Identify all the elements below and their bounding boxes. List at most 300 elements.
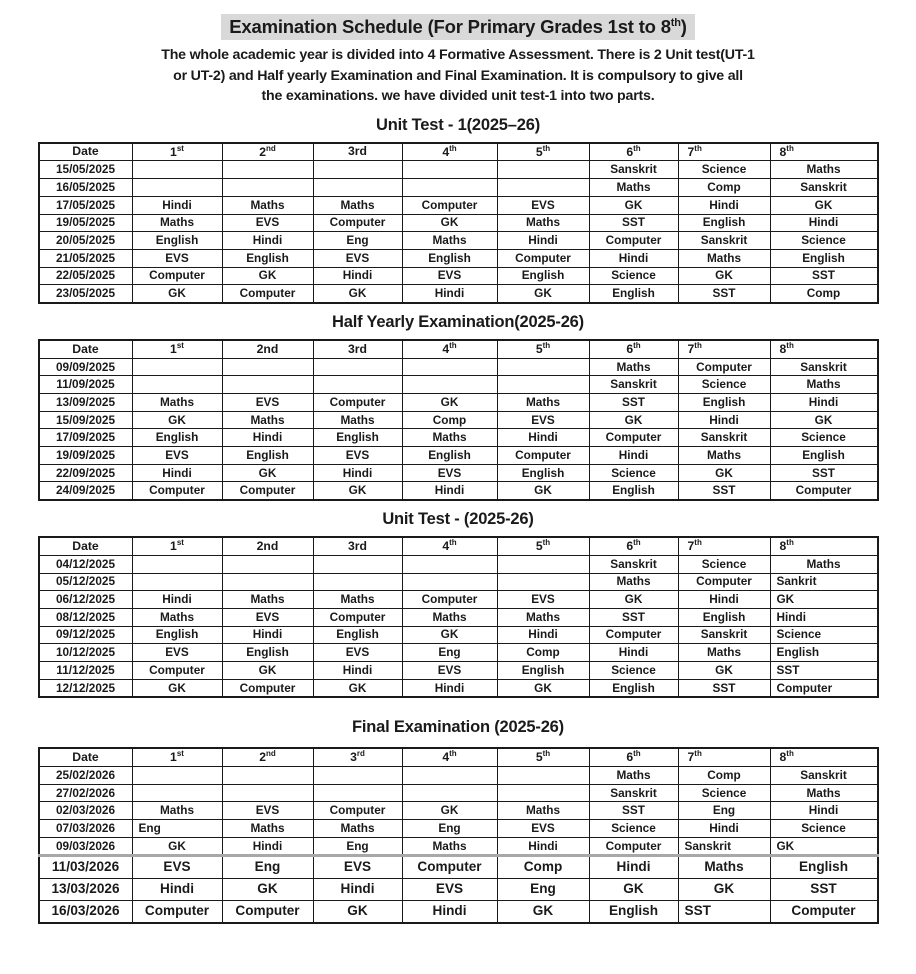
empty-cell [402,358,497,376]
table-row [39,482,878,500]
column-header: 2nd [222,143,313,161]
empty-cell [222,161,313,179]
table-row [39,591,878,609]
subject-cell: GK [402,394,497,412]
subject-cell: Science [678,555,770,573]
subject-cell: Sanskrit [589,555,678,573]
subject-cell: Maths [132,608,222,626]
subject-cell: GK [313,901,402,924]
subject-cell: Hindi [589,644,678,662]
column-header: 7th [678,537,770,555]
subject-cell: EVS [402,464,497,482]
subject-cell: Hindi [678,820,770,838]
empty-cell [132,161,222,179]
empty-cell [402,767,497,785]
date-cell: 11/09/2025 [39,376,133,394]
subject-cell: Eng [402,820,497,838]
subject-cell: SST [678,679,770,697]
subject-cell: SST [589,608,678,626]
table-row [39,820,878,838]
subject-cell: Hindi [222,626,313,644]
column-header: 2nd [222,748,313,766]
empty-cell [313,376,402,394]
subject-cell: Computer [678,573,770,591]
subject-cell: EVS [132,249,222,267]
intro-line: or UT-2) and Half yearly Examination and Final Examination. It is compulsory to give all [173,67,743,84]
section-half-yearly [0,313,916,501]
subject-cell: Maths [222,196,313,214]
empty-cell [497,161,589,179]
subject-cell: Computer [402,591,497,609]
column-header: Date [39,748,133,766]
subject-cell: Maths [497,608,589,626]
subject-cell: GK [402,214,497,232]
subject-cell: Maths [402,232,497,250]
empty-cell [402,555,497,573]
subject-cell: GK [313,679,402,697]
subject-cell: English [589,285,678,303]
subject-cell: Maths [497,802,589,820]
subject-cell: SST [770,464,878,482]
date-cell: 27/02/2026 [39,784,133,802]
date-cell: 17/09/2025 [39,429,133,447]
column-header: Date [39,537,133,555]
subject-cell: Science [770,626,878,644]
subject-cell: Comp [497,644,589,662]
date-cell: 21/05/2025 [39,249,133,267]
subject-cell: English [222,447,313,465]
empty-cell [313,573,402,591]
date-cell: 24/09/2025 [39,482,133,500]
empty-cell [132,573,222,591]
empty-cell [497,555,589,573]
subject-cell: Hindi [678,591,770,609]
column-header: 4th [402,143,497,161]
empty-cell [313,161,402,179]
subject-cell: GK [497,285,589,303]
empty-cell [132,555,222,573]
exam-table-half-yearly [38,339,879,501]
subject-cell: Sankrit [770,573,878,591]
date-cell: 09/03/2026 [39,837,133,856]
subject-cell: Hindi [132,464,222,482]
subject-cell: EVS [222,608,313,626]
subject-cell: GK [402,626,497,644]
subject-cell: GK [770,837,878,856]
subject-cell: SST [770,879,878,901]
date-cell: 07/03/2026 [39,820,133,838]
subject-cell: Science [589,267,678,285]
subject-cell: Science [589,820,678,838]
subject-cell: EVS [132,644,222,662]
subject-cell: English [222,249,313,267]
subject-cell: Sanskrit [770,358,878,376]
table-row [39,555,878,573]
date-cell: 02/03/2026 [39,802,133,820]
subject-cell: English [497,464,589,482]
subject-cell: Hindi [497,837,589,856]
subject-cell: GK [678,267,770,285]
subject-cell: Computer [589,232,678,250]
page-title-text: Examination Schedule (For Primary Grades 1st to 8 [229,16,671,37]
empty-cell [222,376,313,394]
subject-cell: GK [678,464,770,482]
page-title [221,14,695,40]
subject-cell: Eng [402,644,497,662]
column-header: 1st [132,340,222,358]
subject-cell: Maths [222,820,313,838]
date-cell: 06/12/2025 [39,591,133,609]
empty-cell [402,376,497,394]
subject-cell: Science [678,376,770,394]
column-header: 5th [497,537,589,555]
subject-cell: Hindi [770,214,878,232]
column-header: 4th [402,537,497,555]
table-row [39,161,878,179]
subject-cell: Maths [497,394,589,412]
date-cell: 10/12/2025 [39,644,133,662]
column-header: 6th [589,748,678,766]
subject-cell: Maths [589,358,678,376]
subject-cell: Computer [313,802,402,820]
subject-cell: EVS [222,802,313,820]
subject-cell: Eng [132,820,222,838]
subject-cell: Hindi [132,196,222,214]
empty-cell [402,179,497,197]
subject-cell: Computer [132,661,222,679]
subject-cell: SST [589,802,678,820]
subject-cell: Maths [678,249,770,267]
subject-cell: Hindi [770,802,878,820]
intro-paragraph [0,45,916,107]
subject-cell: Maths [589,179,678,197]
subject-cell: Maths [132,394,222,412]
empty-cell [222,555,313,573]
subject-cell: EVS [313,644,402,662]
column-header: 2nd [222,537,313,555]
subject-cell: GK [770,196,878,214]
subject-cell: Computer [222,679,313,697]
date-cell: 13/09/2025 [39,394,133,412]
table-row [39,608,878,626]
column-header: 1st [132,748,222,766]
header-row [39,340,878,358]
subject-cell: Maths [222,591,313,609]
subject-cell: Maths [313,196,402,214]
subject-cell: Comp [402,411,497,429]
subject-cell: GK [313,482,402,500]
table-row [39,179,878,197]
subject-cell: Sanskrit [589,784,678,802]
subject-cell: Computer [222,482,313,500]
subject-cell: Maths [678,856,770,879]
subject-cell: Computer [132,267,222,285]
subject-cell: GK [222,879,313,901]
subject-cell: English [222,644,313,662]
page-title-superscript: th [670,16,681,29]
date-cell: 22/05/2025 [39,267,133,285]
table-row [39,626,878,644]
empty-cell [132,376,222,394]
empty-cell [313,179,402,197]
title-row [0,14,916,40]
subject-cell: Hindi [313,661,402,679]
empty-cell [132,358,222,376]
subject-cell: English [497,661,589,679]
subject-cell: Eng [313,837,402,856]
subject-cell: Hindi [222,232,313,250]
subject-cell: Maths [402,429,497,447]
subject-cell: Hindi [402,285,497,303]
column-header: 5th [497,143,589,161]
table-row [39,232,878,250]
empty-cell [497,767,589,785]
date-cell: 25/02/2026 [39,767,133,785]
subject-cell: EVS [402,661,497,679]
subject-cell: GK [678,661,770,679]
subject-cell: Hindi [132,591,222,609]
subject-cell: Maths [402,837,497,856]
subject-cell: Science [589,661,678,679]
subject-cell: Eng [678,802,770,820]
subject-cell: Eng [497,879,589,901]
table-row [39,464,878,482]
subject-cell: EVS [313,447,402,465]
subject-cell: English [770,856,878,879]
subject-cell: SST [589,214,678,232]
empty-cell [132,784,222,802]
section-heading-unit-test-2: Unit Test - (2025-26) [382,510,534,529]
column-header: 6th [589,143,678,161]
date-cell: 16/03/2026 [39,901,133,924]
subject-cell: Hindi [589,447,678,465]
subject-cell: GK [770,591,878,609]
subject-cell: Science [770,232,878,250]
subject-cell: GK [132,837,222,856]
subject-cell: Computer [313,608,402,626]
subject-cell: Science [770,820,878,838]
subject-cell: Computer [222,901,313,924]
empty-cell [132,767,222,785]
subject-cell: Maths [770,161,878,179]
subject-cell: English [402,447,497,465]
empty-cell [497,179,589,197]
table-row [39,394,878,412]
table-row [39,573,878,591]
table-row [39,901,878,924]
subject-cell: Maths [313,820,402,838]
subject-cell: Sanskrit [770,767,878,785]
table-row [39,196,878,214]
date-cell: 09/12/2025 [39,626,133,644]
subject-cell: SST [678,482,770,500]
subject-cell: Hindi [313,879,402,901]
subject-cell: SST [770,661,878,679]
subject-cell: EVS [402,879,497,901]
column-header: 3rd [313,340,402,358]
header-row [39,143,878,161]
empty-cell [222,179,313,197]
subject-cell: EVS [497,411,589,429]
table-row [39,661,878,679]
empty-cell [313,784,402,802]
subject-cell: EVS [313,249,402,267]
header-row [39,537,878,555]
subject-cell: GK [132,411,222,429]
subject-cell: Maths [589,767,678,785]
subject-cell: EVS [402,267,497,285]
column-header: 4th [402,748,497,766]
column-header: 6th [589,340,678,358]
table-row [39,267,878,285]
subject-cell: Maths [770,555,878,573]
section-final-exam [0,718,916,924]
subject-cell: GK [678,879,770,901]
date-cell: 11/12/2025 [39,661,133,679]
subject-cell: SST [589,394,678,412]
exam-table-unit-test-1 [38,142,879,304]
date-cell: 13/03/2026 [39,879,133,901]
table-row [39,767,878,785]
subject-cell: EVS [132,856,222,879]
subject-cell: GK [132,679,222,697]
table-row [39,837,878,856]
subject-cell: EVS [497,196,589,214]
subject-cell: English [770,447,878,465]
subject-cell: EVS [132,447,222,465]
subject-cell: Hindi [402,679,497,697]
column-header: 8th [770,143,878,161]
subject-cell: Maths [132,802,222,820]
subject-cell: SST [678,285,770,303]
subject-cell: Hindi [402,482,497,500]
subject-cell: English [770,249,878,267]
empty-cell [222,784,313,802]
date-cell: 20/05/2025 [39,232,133,250]
empty-cell [402,573,497,591]
subject-cell: Computer [132,482,222,500]
date-cell: 23/05/2025 [39,285,133,303]
subject-cell: GK [589,196,678,214]
subject-cell: English [678,214,770,232]
subject-cell: Hindi [589,249,678,267]
empty-cell [313,555,402,573]
table-row [39,214,878,232]
subject-cell: English [402,249,497,267]
subject-cell: Maths [678,644,770,662]
subject-cell: GK [222,464,313,482]
table-row [39,358,878,376]
subject-cell: Computer [222,285,313,303]
subject-cell: Sanskrit [589,376,678,394]
empty-cell [497,358,589,376]
subject-cell: Hindi [132,879,222,901]
subject-cell: English [589,679,678,697]
subject-cell: EVS [222,394,313,412]
subject-cell: English [497,267,589,285]
subject-cell: Maths [770,784,878,802]
subject-cell: English [313,626,402,644]
subject-cell: SST [770,267,878,285]
date-cell: 19/05/2025 [39,214,133,232]
header-row [39,748,878,766]
subject-cell: EVS [222,214,313,232]
subject-cell: Hindi [770,394,878,412]
table-row [39,447,878,465]
empty-cell [402,161,497,179]
column-header: 7th [678,143,770,161]
column-header: Date [39,340,133,358]
subject-cell: Hindi [678,196,770,214]
subject-cell: Hindi [222,837,313,856]
section-heading-unit-test-1: Unit Test - 1(2025–26) [375,115,541,134]
exam-table-unit-test-2 [38,536,879,698]
date-cell: 15/05/2025 [39,161,133,179]
column-header: 3rd [313,537,402,555]
subject-cell: Science [770,429,878,447]
date-cell: 11/03/2026 [39,856,133,879]
subject-cell: GK [132,285,222,303]
subject-cell: Computer [313,394,402,412]
section-unit-test-1 [0,116,916,304]
subject-cell: Hindi [497,429,589,447]
empty-cell [132,179,222,197]
empty-cell [222,767,313,785]
subject-cell: English [770,644,878,662]
subject-cell: GK [402,802,497,820]
subject-cell: English [678,394,770,412]
subject-cell: Hindi [313,267,402,285]
subject-cell: English [313,429,402,447]
subject-cell: Hindi [313,464,402,482]
date-cell: 15/09/2025 [39,411,133,429]
date-cell: 16/05/2025 [39,179,133,197]
subject-cell: Sanskrit [678,626,770,644]
column-header: 6th [589,537,678,555]
subject-cell: GK [589,879,678,901]
table-row [39,429,878,447]
column-header: 3rd [313,748,402,766]
subject-cell: Hindi [222,429,313,447]
table-row [39,376,878,394]
subject-cell: English [589,482,678,500]
subject-cell: Computer [132,901,222,924]
subject-cell: Science [678,784,770,802]
subject-cell: GK [222,267,313,285]
column-header: 8th [770,537,878,555]
subject-cell: English [589,901,678,924]
date-cell: 22/09/2025 [39,464,133,482]
column-header: 3rd [313,143,402,161]
date-cell: 05/12/2025 [39,573,133,591]
subject-cell: Hindi [402,901,497,924]
subject-cell: Maths [313,591,402,609]
table-row [39,879,878,901]
subject-cell: Comp [770,285,878,303]
section-heading-half-yearly: Half Yearly Examination(2025-26) [332,312,584,331]
subject-cell: Computer [402,196,497,214]
subject-cell: Science [589,464,678,482]
empty-cell [313,767,402,785]
date-cell: 19/09/2025 [39,447,133,465]
subject-cell: Computer [589,429,678,447]
subject-cell: SST [678,901,770,924]
intro-line: the examinations. we have divided unit test-1 into two parts. [261,88,655,105]
column-header: 2nd [222,340,313,358]
subject-cell: Maths [132,214,222,232]
column-header: 7th [678,748,770,766]
subject-cell: English [132,429,222,447]
